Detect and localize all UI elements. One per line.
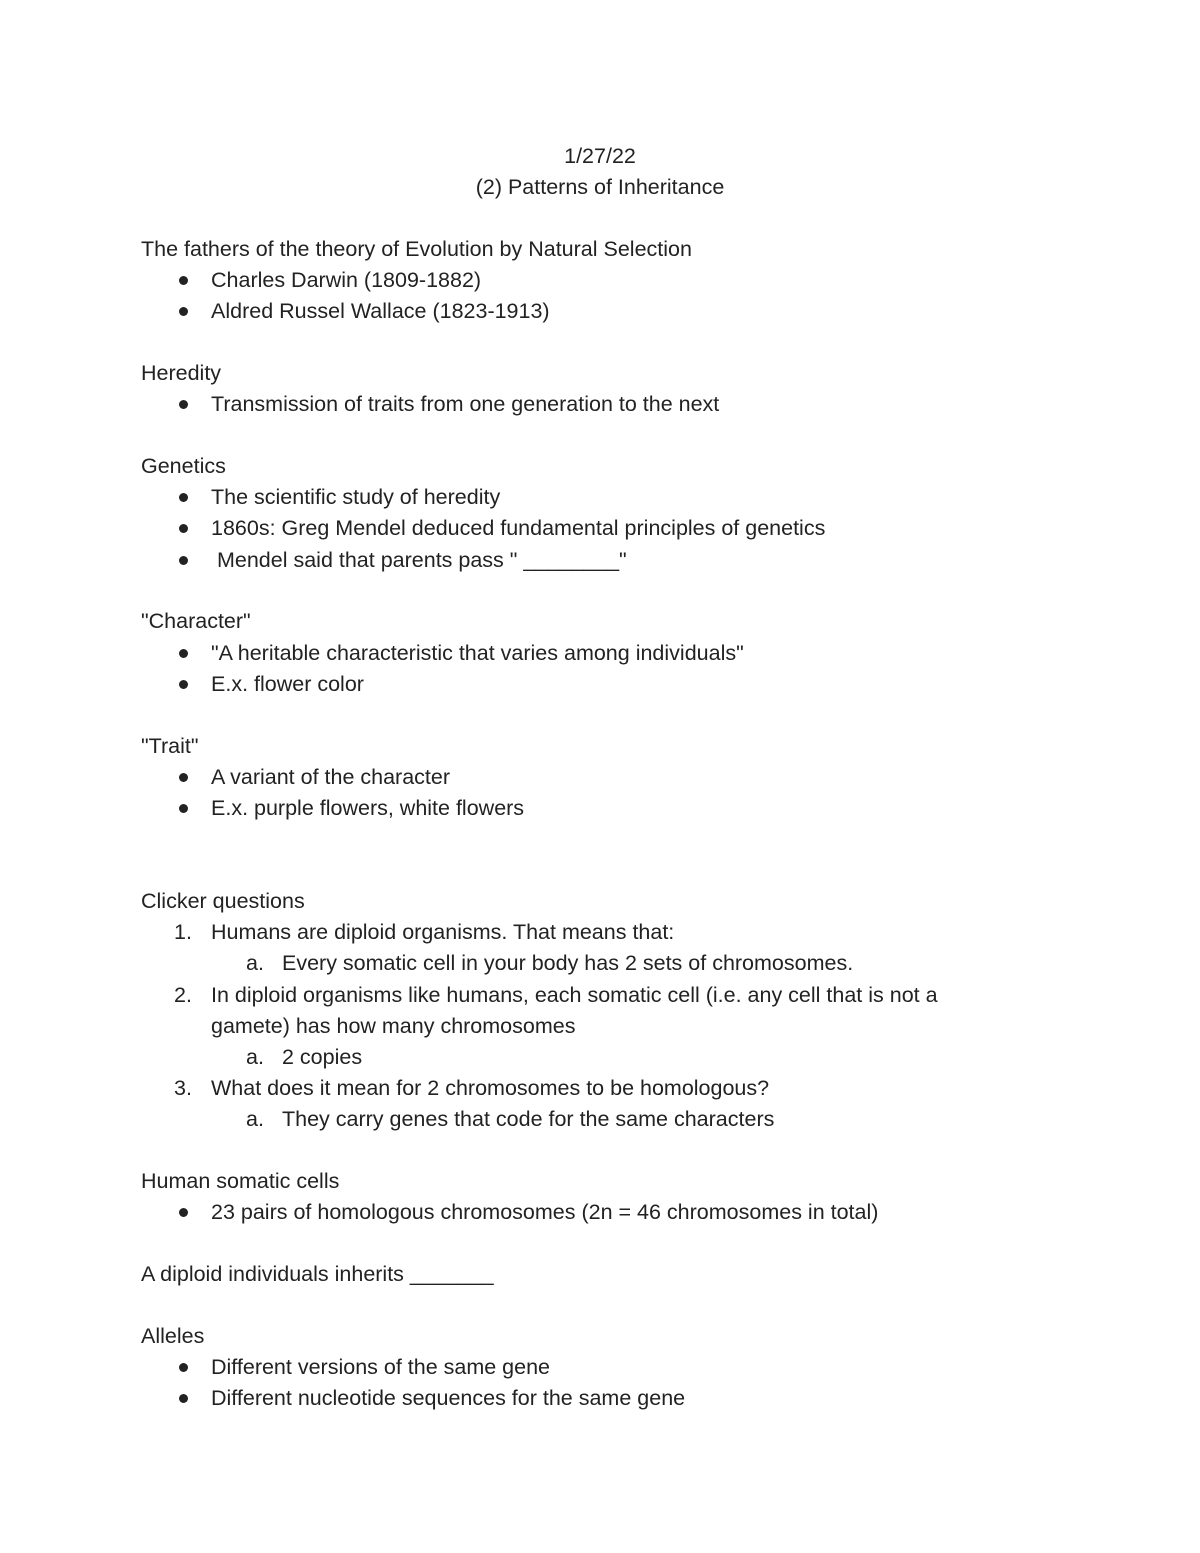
answer-letter: a. bbox=[246, 1045, 264, 1069]
answer-text: 2 copies bbox=[282, 1045, 363, 1069]
list-item: Different nucleotide sequences for the same gene bbox=[211, 1386, 686, 1410]
list-item: Different versions of the same gene bbox=[211, 1355, 551, 1379]
question-text: What does it mean for 2 chromosomes to be homologous? bbox=[211, 1076, 770, 1100]
bullet-icon bbox=[179, 276, 188, 285]
bullet-icon bbox=[179, 804, 188, 813]
section-heading-heredity: Heredity bbox=[141, 361, 222, 385]
document-title: (2) Patterns of Inheritance bbox=[475, 175, 725, 199]
list-item: "A heritable characteristic that varies among individuals" bbox=[211, 641, 744, 665]
question-number: 3. bbox=[174, 1076, 192, 1100]
list-item: A variant of the character bbox=[211, 765, 451, 789]
section-heading-alleles: Alleles bbox=[141, 1324, 205, 1348]
list-item: 23 pairs of homologous chromosomes (2n = 46 chromosomes in total) bbox=[211, 1200, 879, 1224]
document-date: 1/27/22 bbox=[564, 144, 636, 168]
answer-text: They carry genes that code for the same characters bbox=[282, 1107, 775, 1131]
question-number: 2. bbox=[174, 983, 192, 1007]
bullet-icon bbox=[179, 1394, 188, 1403]
bullet-icon bbox=[179, 400, 188, 409]
bullet-icon bbox=[179, 556, 188, 565]
question-text-continued: gamete) has how many chromosomes bbox=[211, 1014, 576, 1038]
bullet-icon bbox=[179, 307, 188, 316]
bullet-icon bbox=[179, 524, 188, 533]
list-item: 1860s: Greg Mendel deduced fundamental principles of genetics bbox=[211, 516, 826, 540]
bullet-icon bbox=[179, 1208, 188, 1217]
section-heading-clicker: Clicker questions bbox=[141, 889, 305, 913]
bullet-icon bbox=[179, 773, 188, 782]
section-heading-genetics: Genetics bbox=[141, 454, 226, 478]
answer-letter: a. bbox=[246, 1107, 264, 1131]
bullet-icon bbox=[179, 1363, 188, 1372]
bullet-icon bbox=[179, 493, 188, 502]
list-item: E.x. flower color bbox=[211, 672, 364, 696]
section-heading-character: "Character" bbox=[141, 609, 251, 633]
answer-letter: a. bbox=[246, 951, 264, 975]
list-item: Transmission of traits from one generation to the next bbox=[211, 392, 720, 416]
list-item: Mendel said that parents pass " ________" bbox=[211, 548, 627, 572]
list-item: E.x. purple flowers, white flowers bbox=[211, 796, 525, 820]
list-item: The scientific study of heredity bbox=[211, 485, 501, 509]
section-heading-somatic: Human somatic cells bbox=[141, 1169, 340, 1193]
list-item: Charles Darwin (1809-1882) bbox=[211, 268, 482, 292]
section-heading-trait: "Trait" bbox=[141, 734, 199, 758]
question-number: 1. bbox=[174, 920, 192, 944]
question-text: Humans are diploid organisms. That means that: bbox=[211, 920, 675, 944]
bullet-icon bbox=[179, 649, 188, 658]
section-heading-fathers: The fathers of the theory of Evolution by Natural Selection bbox=[141, 237, 692, 261]
list-item: Aldred Russel Wallace (1823-1913) bbox=[211, 299, 550, 323]
section-heading-diploid: A diploid individuals inherits _______ bbox=[141, 1262, 494, 1286]
bullet-icon bbox=[179, 680, 188, 689]
answer-text: Every somatic cell in your body has 2 sets of chromosomes. bbox=[282, 951, 854, 975]
question-text: In diploid organisms like humans, each somatic cell (i.e. any cell that is not a bbox=[211, 983, 938, 1007]
